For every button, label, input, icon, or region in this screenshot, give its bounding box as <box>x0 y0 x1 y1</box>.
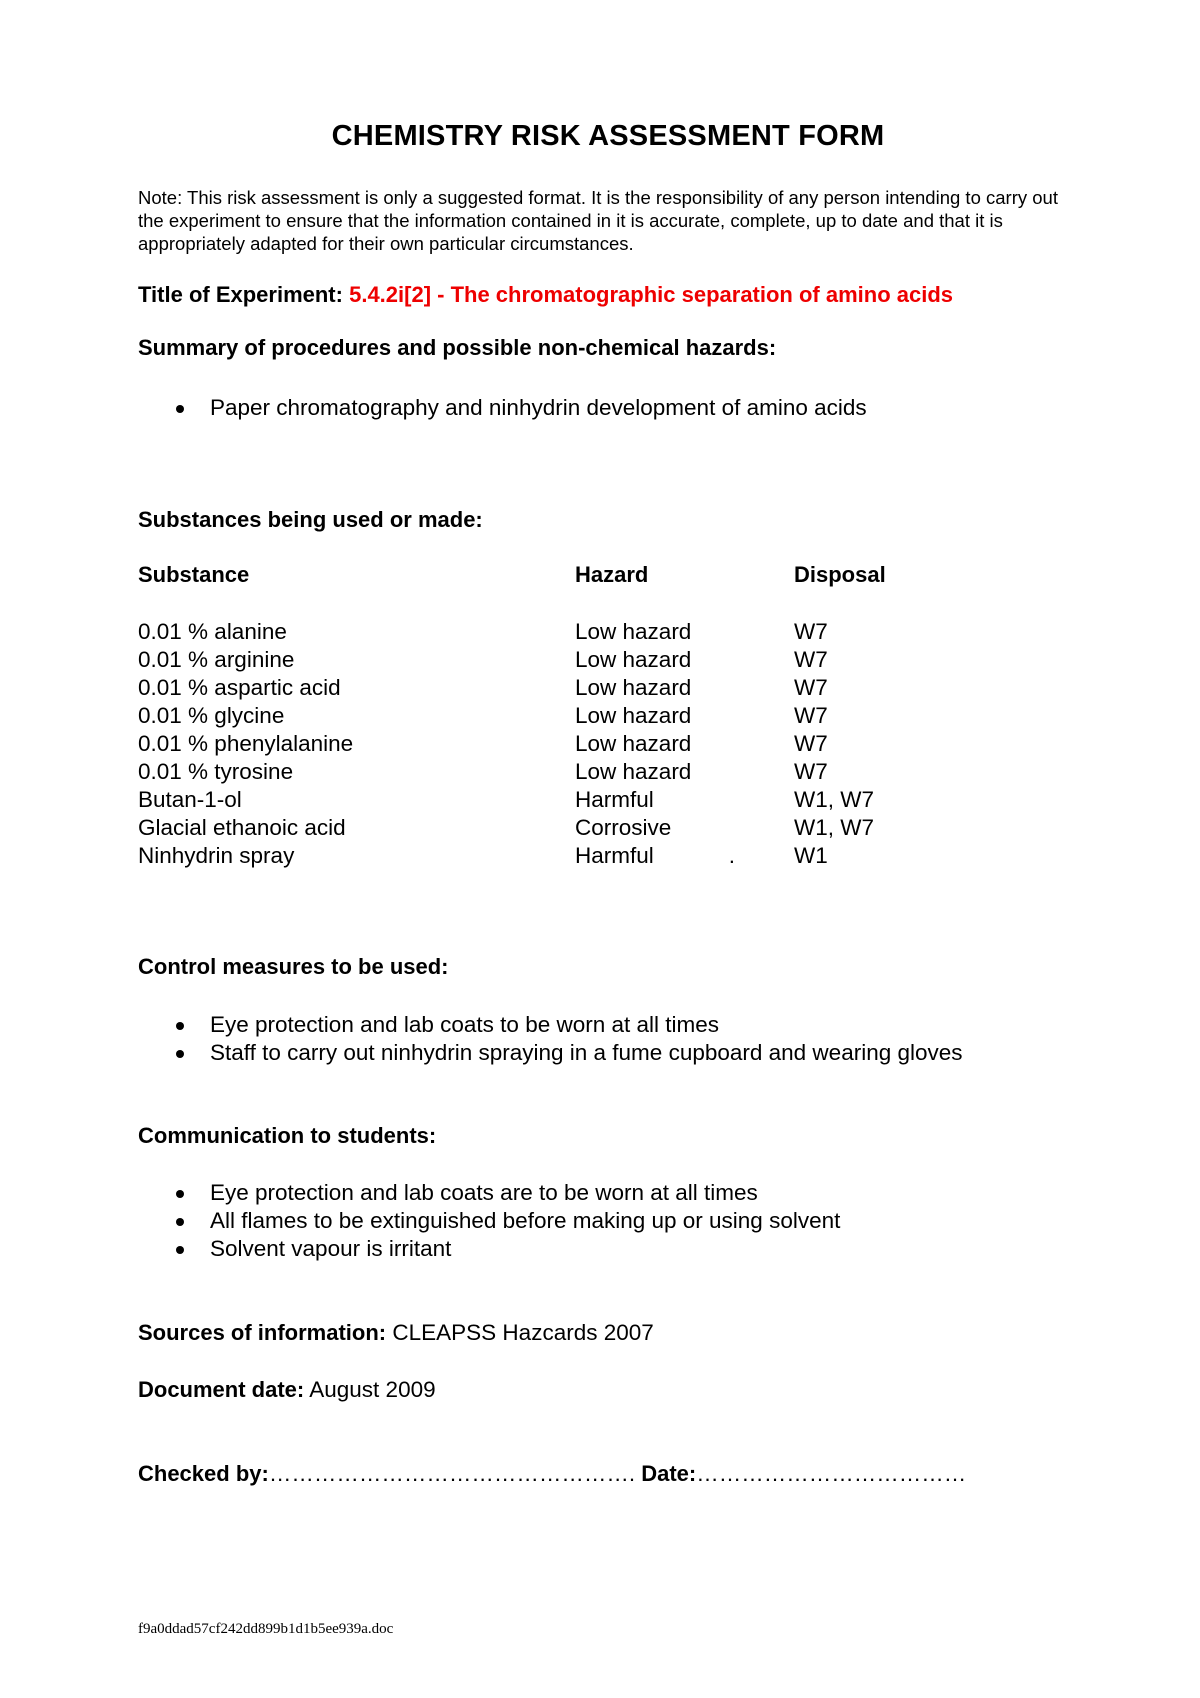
footer-filename: f9a0ddad57cf242dd899b1d1b5ee939a.doc <box>138 1621 394 1637</box>
list-item: Eye protection and lab coats are to be worn at all times <box>138 1179 840 1207</box>
table-row: 0.01 % aspartic acid Low hazard W7 <box>138 675 828 700</box>
summary-heading: Summary of procedures and possible non-chemical hazards: <box>138 335 777 360</box>
communication-list <box>138 1179 840 1263</box>
list-item: Eye protection and lab coats to be worn at all times <box>138 1011 963 1039</box>
checked-label: Checked by: <box>138 1461 269 1486</box>
bullet-icon <box>176 405 184 413</box>
list-item: Paper chromatography and ninhydrin development of amino acids <box>138 394 867 422</box>
bullet-icon <box>176 1190 184 1198</box>
table-row: Ninhydrin spray Harmful . W1 <box>138 843 828 868</box>
table-row: 0.01 % alanine Low hazard W7 <box>138 619 828 644</box>
disclaimer-note: Note: This risk assessment is only a suggested format. It is the responsibility of any person intending to carry out the experiment to ensure that the information contained in it is accurate, complete, up to date and that it is appropriately adapted for their own particular circumstances. <box>138 187 1058 254</box>
list-item: Staff to carry out ninhydrin spraying in a fume cupboard and wearing gloves <box>138 1039 963 1067</box>
experiment-label: Title of Experiment: <box>138 282 343 307</box>
table-row: 0.01 % glycine Low hazard W7 <box>138 703 828 728</box>
sources-line <box>138 1320 654 1346</box>
experiment-value: 5.4.2i[2] - The chromatographic separation of amino acids <box>349 282 954 307</box>
table-row: Glacial ethanoic acid Corrosive W1, W7 <box>138 815 875 840</box>
bullet-icon <box>176 1246 184 1254</box>
bullet-icon <box>176 1022 184 1030</box>
document-date-value: August 2009 <box>304 1377 436 1402</box>
table-row: 0.01 % tyrosine Low hazard W7 <box>138 759 828 784</box>
communication-heading: Communication to students: <box>138 1123 437 1148</box>
bullet-icon <box>176 1218 184 1226</box>
table-row: 0.01 % arginine Low hazard W7 <box>138 647 828 672</box>
column-header-disposal: Disposal <box>794 562 886 587</box>
control-list <box>138 1011 963 1067</box>
list-item: Solvent vapour is irritant <box>138 1235 840 1263</box>
experiment-title <box>138 282 953 308</box>
column-header-substance: Substance <box>138 562 250 587</box>
list-item: All flames to be extinguished before making up or using solvent <box>138 1207 840 1235</box>
column-header-hazard: Hazard <box>575 562 649 587</box>
document-date-line <box>138 1377 436 1403</box>
document-title: CHEMISTRY RISK ASSESSMENT FORM <box>331 120 885 152</box>
table-row: Butan-1-ol Harmful W1, W7 <box>138 787 875 812</box>
checked-dots: …………………………………………. <box>268 1461 636 1486</box>
table-row: 0.01 % phenylalanine Low hazard W7 <box>138 731 828 756</box>
sources-label: Sources of information: <box>138 1320 387 1345</box>
checked-date-label: Date: <box>635 1461 697 1486</box>
control-heading: Control measures to be used: <box>138 954 449 979</box>
substances-heading: Substances being used or made: <box>138 507 483 532</box>
bullet-icon <box>176 1050 184 1058</box>
summary-list <box>138 394 867 422</box>
checked-date-dots: ……………………………… <box>696 1461 967 1486</box>
document-date-label: Document date: <box>138 1377 305 1402</box>
checked-line <box>138 1461 966 1487</box>
substances-table <box>138 618 874 870</box>
sources-value: CLEAPSS Hazcards 2007 <box>386 1320 654 1345</box>
